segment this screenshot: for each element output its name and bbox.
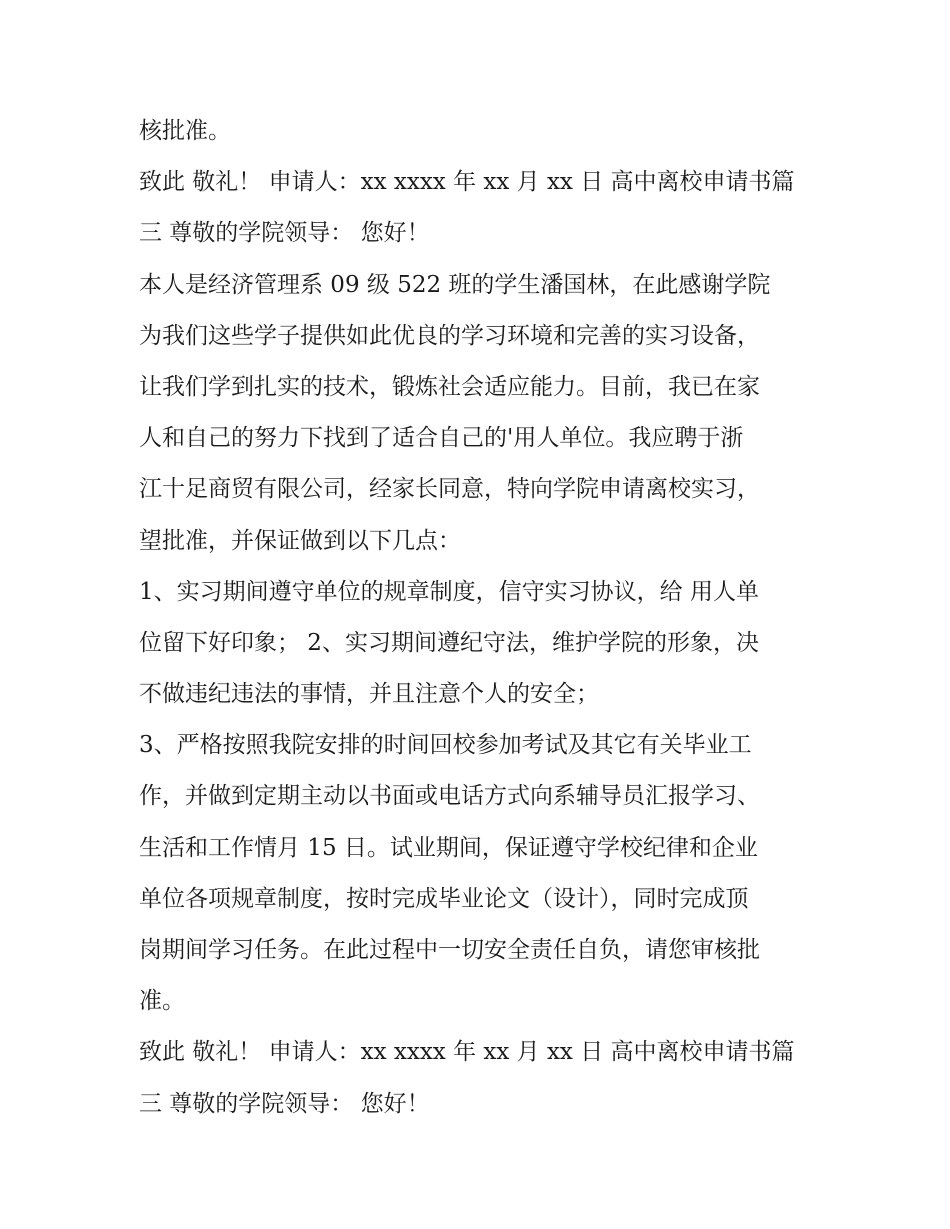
text-line: 望批准，并保证做到以下几点： <box>139 527 461 554</box>
text-line: 准。 <box>139 988 185 1015</box>
text-line: 单位各项规章制度，按时完成毕业论文（设计），同时完成顶 <box>139 885 749 912</box>
text-line: 核批准。 <box>139 118 231 144</box>
text-line: 致此 敬礼！ 申请人：xx xxxx 年 xx 月 xx 日 高中离校申请书篇 <box>139 1039 795 1066</box>
text-line: 江十足商贸有限公司，经家长同意，特向学院申请离校实习， <box>139 476 760 503</box>
text-line: 1、实习期间遵守单位的规章制度，信守实习协议，给 用人单 <box>139 578 759 605</box>
text-line: 致此 敬礼！ 申请人：xx xxxx 年 xx 月 xx 日 高中离校申请书篇 <box>139 169 795 196</box>
document-body <box>139 106 819 1130</box>
text-line: 作，并做到定期主动以书面或电话方式向系辅导员汇报学习、 <box>139 783 760 810</box>
text-line: 不做违纪违法的事情，并且注意个人的安全； <box>139 681 599 708</box>
text-line: 3、严格按照我院安排的时间回校参加考试及其它有关毕业工 <box>139 732 752 759</box>
text-line: 岗期间学习任务。在此过程中一切安全责任自负，请您审核批 <box>139 937 760 963</box>
text-line: 让我们学到扎实的技术，锻炼社会适应能力。目前，我已在家 <box>139 373 760 400</box>
text-line: 三 尊敬的学院领导： 您好！ <box>139 1090 430 1117</box>
text-line: 三 尊敬的学院领导： 您好！ <box>139 220 430 247</box>
text-line: 为我们这些学子提供如此优良的学习环境和完善的实习设备， <box>139 322 760 349</box>
text-line: 人和自己的努力下找到了适合自己的'用人单位。我应聘于浙 <box>139 425 744 452</box>
text-line: 本人是经济管理系 09 级 522 班的学生潘国林，在此感谢学院 <box>139 271 771 298</box>
text-line: 生活和工作情月 15 日。试业期间，保证遵守学校纪律和企业 <box>139 834 758 861</box>
text-line: 位留下好印象； 2、实习期间遵纪守法，维护学院的形象，决 <box>139 629 759 656</box>
